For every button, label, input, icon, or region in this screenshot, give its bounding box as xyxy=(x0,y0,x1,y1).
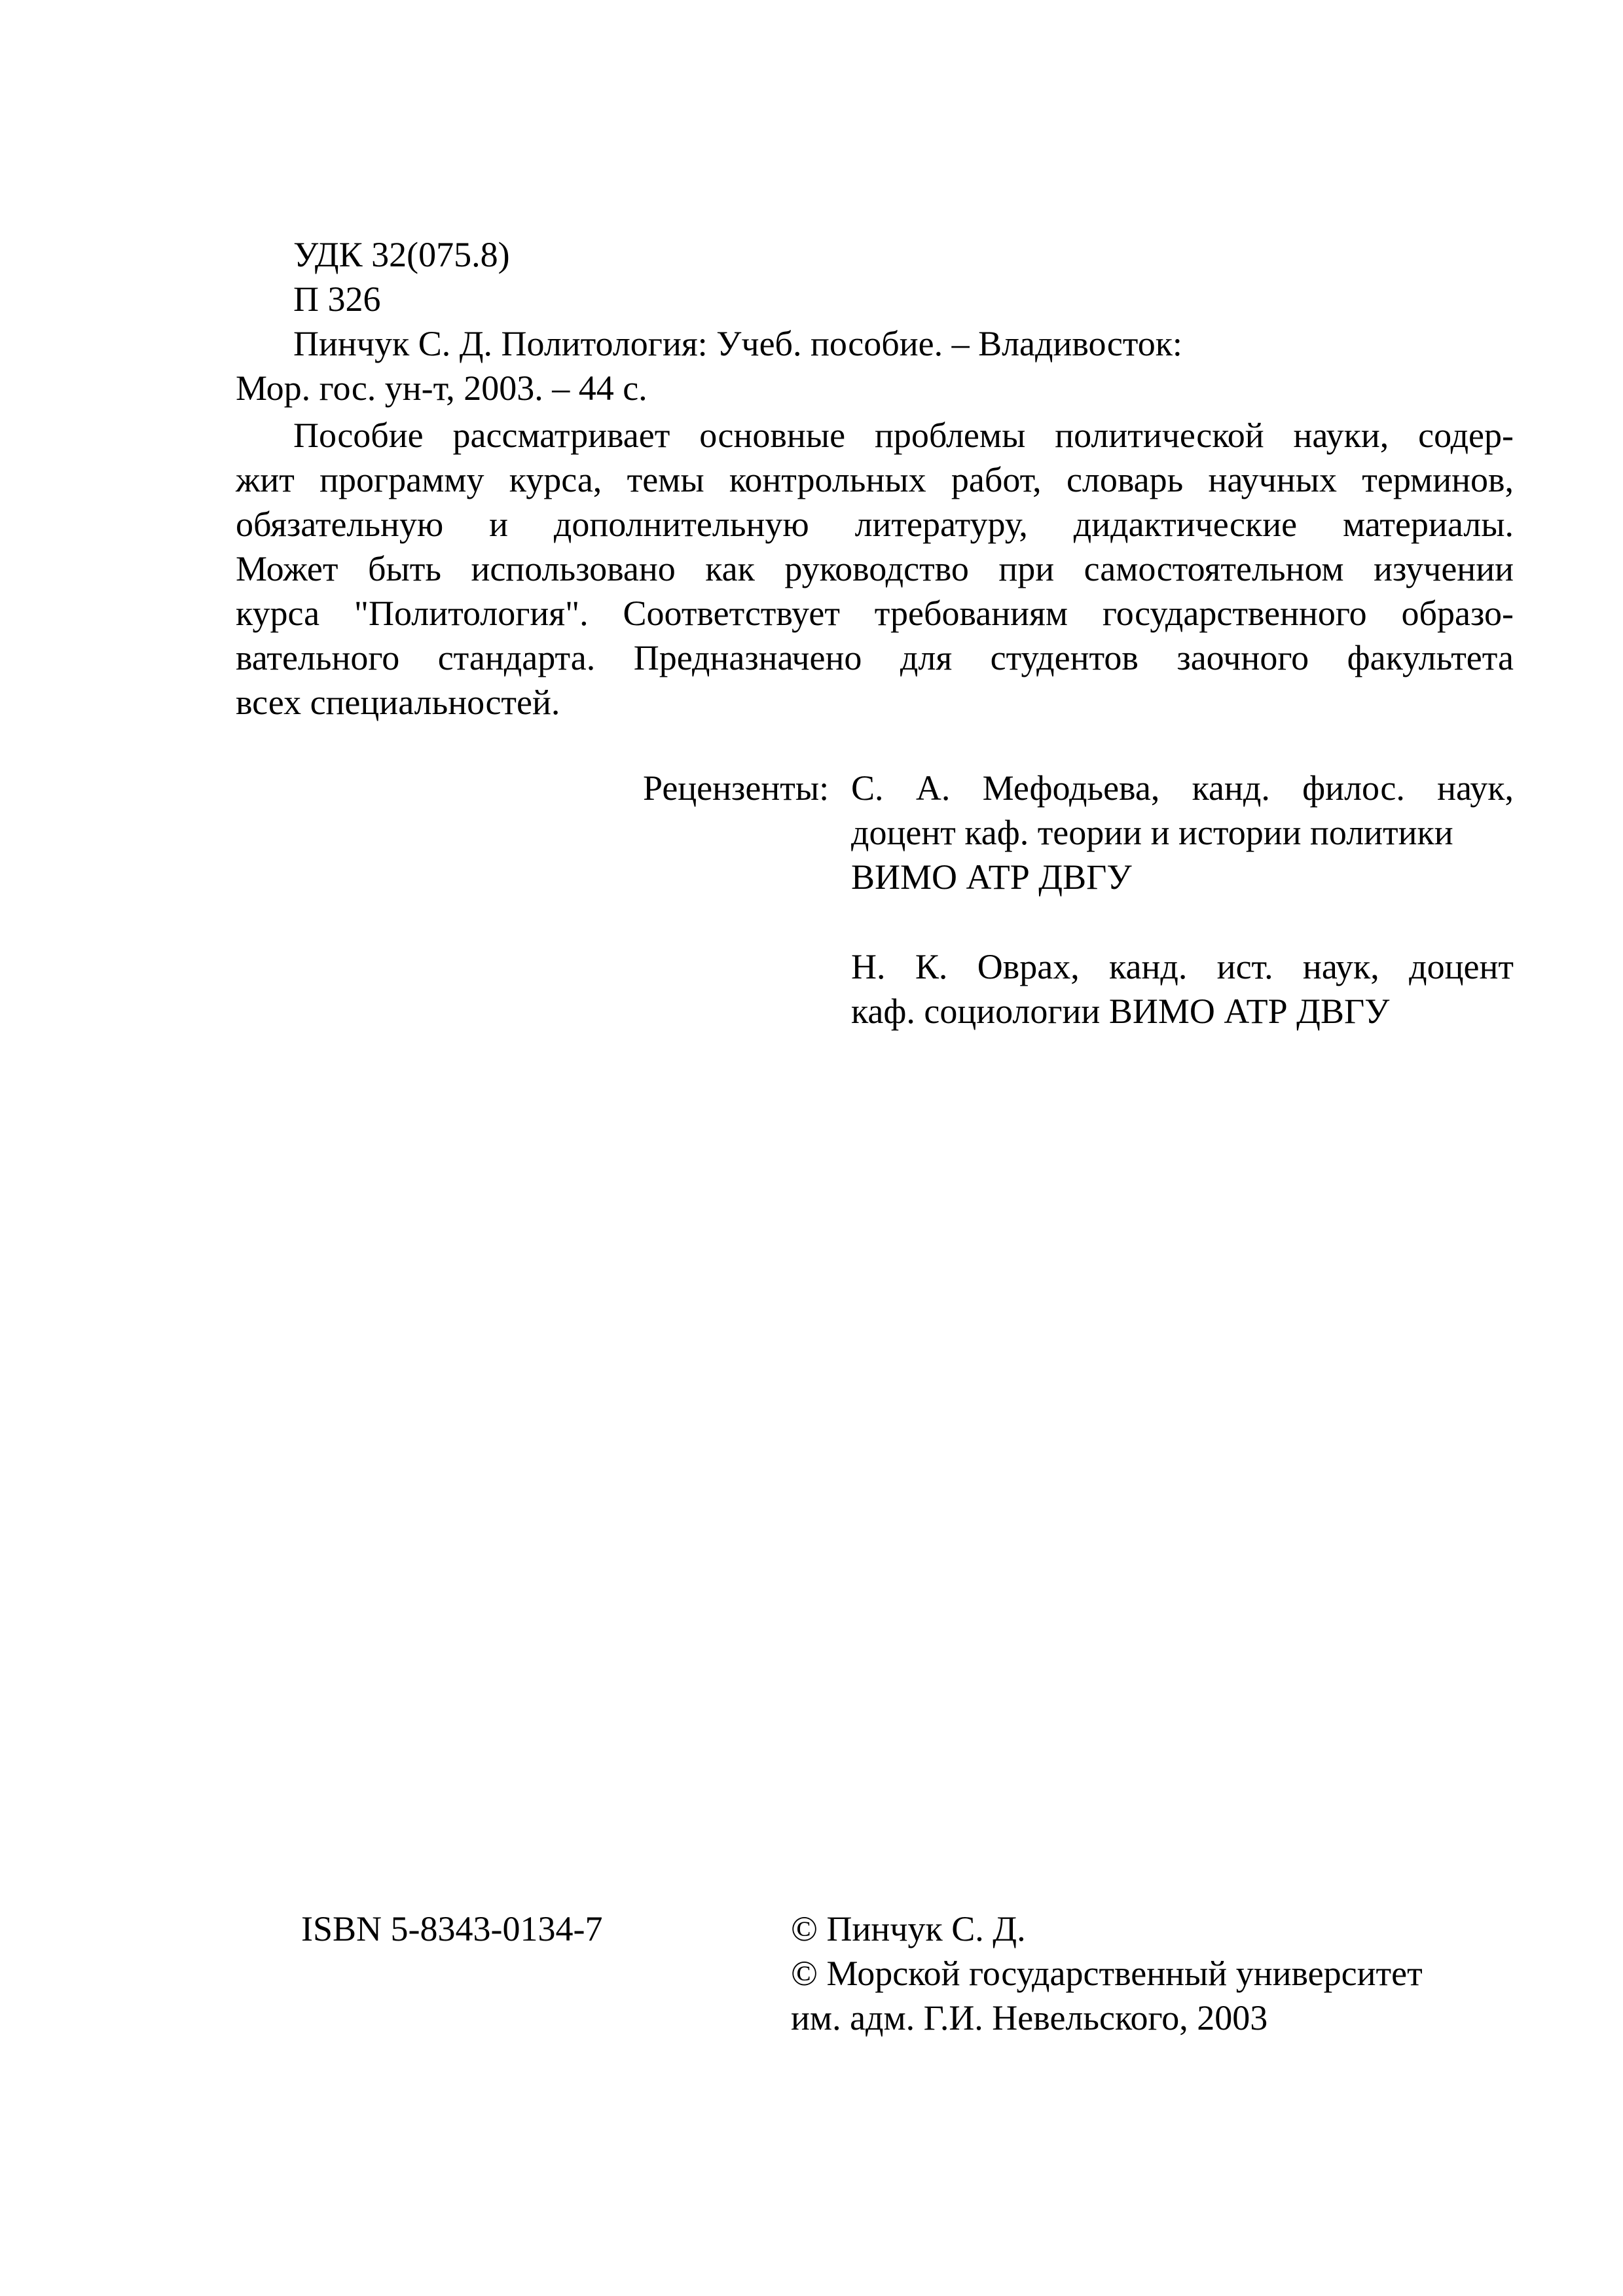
abstract-line: всех специальностей. xyxy=(236,683,560,722)
copyright-line: © Морской государственный университет xyxy=(791,1954,1423,1993)
abstract-line: курса "Политология". Соответствует требованиям государственного образо- xyxy=(236,594,1514,633)
bibliographic-description xyxy=(236,321,1514,410)
reviewer-line: ВИМО АТР ДВГУ xyxy=(851,857,1132,897)
abstract-line: жит программу курса, темы контрольных работ, словарь научных терминов, xyxy=(236,460,1514,499)
abstract-line: вательного стандарта. Предназначено для студентов заочного факультета xyxy=(236,638,1514,677)
abstract-line: Пособие рассматривает основные проблемы политической науки, содер- xyxy=(293,416,1514,455)
reviewer-line: каф. социологии ВИМО АТР ДВГУ xyxy=(851,992,1390,1031)
abstract xyxy=(236,413,1514,725)
copyright-line: им. адм. Г.И. Невельского, 2003 xyxy=(791,1998,1268,2037)
isbn: ISBN 5-8343-0134-7 xyxy=(301,1909,603,1948)
reviewer-line: Н. К. Оврах, канд. ист. наук, доцент xyxy=(851,947,1514,986)
bib-line: Пинчук С. Д. Политология: Учеб. пособие. – Владивосток: xyxy=(293,324,1182,363)
abstract-line: Может быть использовано как руководство при самостоятельном изучении xyxy=(236,549,1514,588)
bib-line: Мор. гос. ун-т, 2003. – 44 с. xyxy=(236,368,647,408)
reviewer-first xyxy=(851,766,1514,899)
reviewers-label: Рецензенты: xyxy=(643,768,830,808)
reviewer-second xyxy=(851,944,1514,1033)
reviewers xyxy=(643,766,1514,899)
reviewer-line: С. А. Мефодьева, канд. филос. наук, xyxy=(851,768,1514,808)
reviewer-line: доцент каф. теории и истории политики xyxy=(851,813,1453,852)
copyright xyxy=(791,1907,1423,2040)
udk-code: УДК 32(075.8) xyxy=(293,235,510,274)
udk-index: П 326 xyxy=(293,279,381,319)
udk-block xyxy=(293,232,510,321)
abstract-line: обязательную и дополнительную литературу, дидактические материалы. xyxy=(236,505,1514,544)
copyright-line: © Пинчук С. Д. xyxy=(791,1909,1026,1948)
